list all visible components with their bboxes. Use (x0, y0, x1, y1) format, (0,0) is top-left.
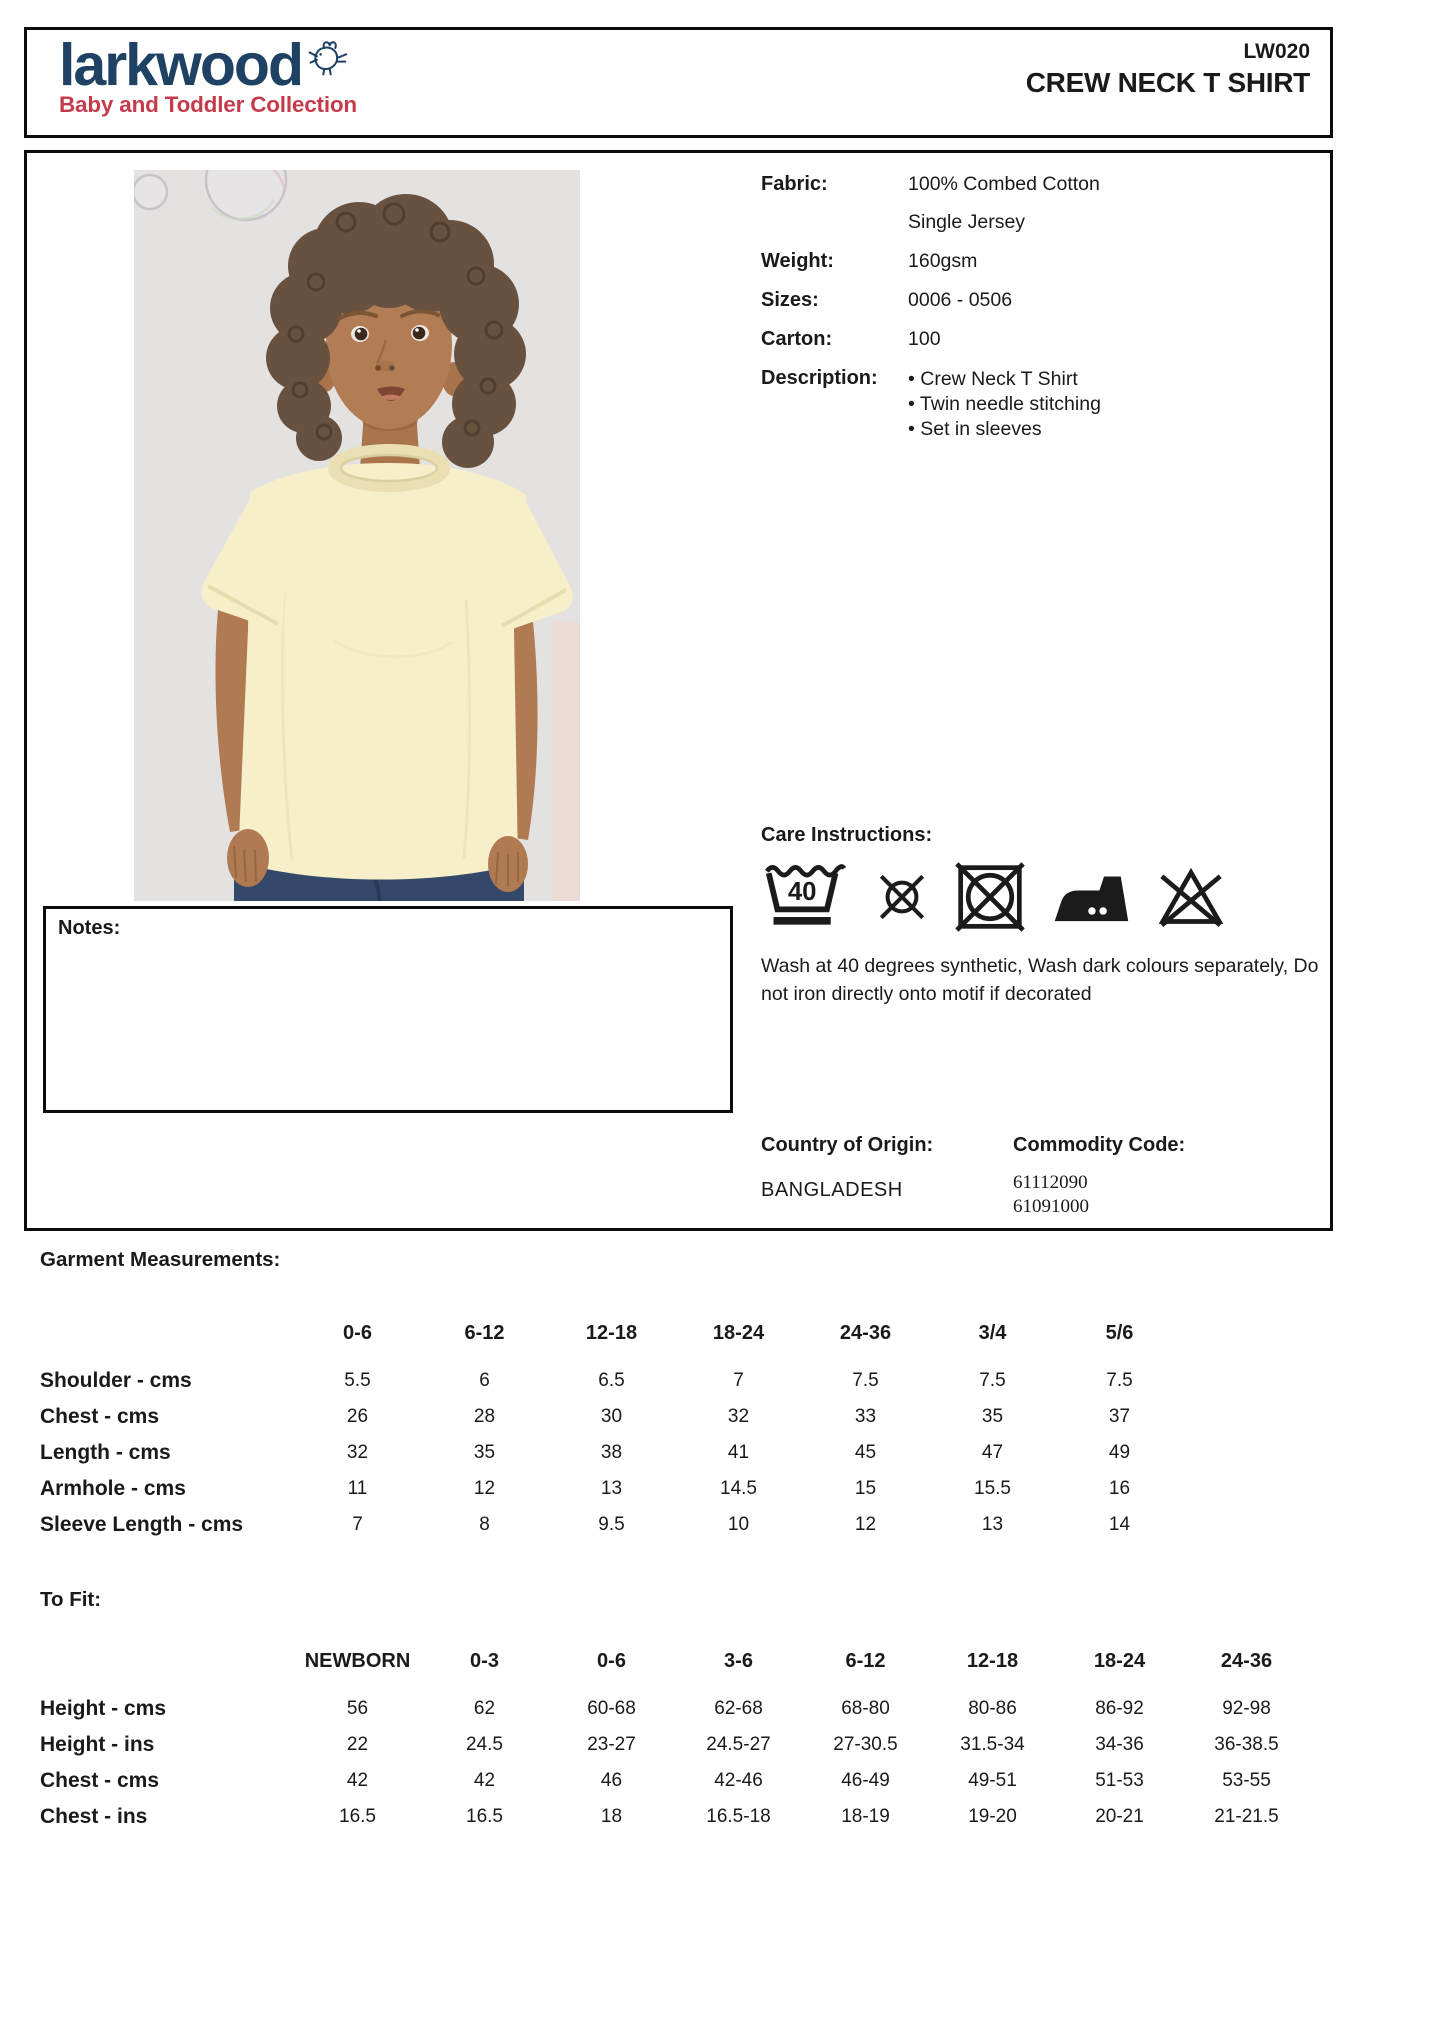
column-header: 0-6 (343, 1322, 372, 1344)
country-of-origin-label: Country of Origin: (761, 1134, 934, 1156)
row-label: Chest - ins (40, 1805, 148, 1828)
table-header-row (40, 1318, 1183, 1348)
cell-value: 5.5 (344, 1370, 371, 1391)
brand-logo (59, 34, 357, 118)
bird-icon (306, 38, 348, 83)
cell-value: 11 (347, 1478, 368, 1499)
cell-value: 15 (854, 1478, 877, 1499)
to-fit-heading: To Fit: (40, 1588, 102, 1611)
cell-value: 7 (352, 1514, 363, 1535)
cell-value: 45 (854, 1442, 877, 1463)
column-header: 3/4 (978, 1322, 1007, 1344)
care-instructions-text: Wash at 40 degrees synthetic, Wash dark colours separately, Do not iron directly onto motif if decorated (761, 955, 1319, 1005)
row-label: Shoulder - cms (40, 1369, 192, 1392)
table-header-row (40, 1646, 1310, 1676)
cell-value: 34-36 (1095, 1734, 1144, 1755)
column-header: 6-12 (845, 1650, 886, 1672)
cell-value: 38 (600, 1442, 623, 1463)
product-photo-illustration (134, 170, 580, 901)
column-header: 18-24 (712, 1322, 765, 1344)
cell-value: 7.5 (979, 1370, 1006, 1391)
cell-value: 13 (600, 1478, 623, 1499)
fabric-value: 100% Combed Cotton (908, 173, 1100, 195)
cell-value: 14 (1108, 1514, 1131, 1535)
cell-value: 21-21.5 (1214, 1806, 1279, 1827)
description-item: • Crew Neck T Shirt (908, 367, 1101, 392)
cell-value: 37 (1108, 1406, 1131, 1427)
cell-value: 68-80 (841, 1698, 890, 1719)
logo-tagline: Baby and Toddler Collection (59, 92, 357, 117)
cell-value: 49 (1108, 1442, 1131, 1463)
weight-value: 160gsm (908, 250, 978, 272)
table-row (40, 1691, 1310, 1727)
cell-value: 80-86 (968, 1698, 1017, 1719)
row-label: Chest - cms (40, 1769, 160, 1792)
description-item: • Set in sleeves (908, 417, 1101, 442)
table-row (40, 1363, 1183, 1399)
cell-value: 10 (727, 1514, 750, 1535)
column-header: 12-18 (966, 1650, 1019, 1672)
do-not-dry-clean-icon (875, 870, 929, 929)
row-label: Chest - cms (40, 1405, 160, 1428)
care-instructions-heading: Care Instructions: (761, 824, 933, 846)
cell-value: 8 (479, 1514, 490, 1535)
cell-value: 18 (600, 1806, 623, 1827)
cell-value: 33 (854, 1406, 877, 1427)
row-label: Height - ins (40, 1733, 155, 1756)
logo-wordmark: larkwood (59, 32, 302, 98)
do-not-tumble-dry-icon (955, 862, 1025, 937)
cell-value: 49-51 (968, 1770, 1017, 1791)
column-header: 18-24 (1093, 1650, 1146, 1672)
corner-cell (40, 1318, 294, 1348)
column-header: 24-36 (839, 1322, 892, 1344)
table-row (40, 1799, 1310, 1835)
commodity-code: 61112090 (1013, 1172, 1088, 1193)
column-header: 0-6 (597, 1650, 626, 1672)
cell-value: 13 (981, 1514, 1004, 1535)
column-header: 24-36 (1220, 1650, 1273, 1672)
garment-measurements-heading: Garment Measurements: (40, 1248, 281, 1271)
cell-value: 6.5 (598, 1370, 625, 1391)
corner-cell (40, 1646, 294, 1676)
cell-value: 16.5 (339, 1806, 376, 1827)
table-row (40, 1763, 1310, 1799)
carton-label: Carton: (761, 328, 833, 350)
do-not-bleach-icon (1157, 865, 1225, 934)
cell-value: 20-21 (1095, 1806, 1144, 1827)
wash-40-synthetic-icon (761, 856, 849, 943)
cell-value: 35 (981, 1406, 1004, 1427)
product-photo (134, 170, 580, 901)
cell-value: 86-92 (1095, 1698, 1144, 1719)
cell-value: 35 (473, 1442, 496, 1463)
column-header: 12-18 (585, 1322, 638, 1344)
cell-value: 16.5-18 (706, 1806, 771, 1827)
cell-value: 42 (473, 1770, 496, 1791)
cell-value: 92-98 (1222, 1698, 1271, 1719)
iron-medium-icon (1051, 867, 1131, 932)
table-row (40, 1399, 1183, 1435)
fabric-value-2: Single Jersey (908, 211, 1026, 233)
sizes-label: Sizes: (761, 289, 819, 311)
description-list (908, 367, 1101, 442)
commodity-code: 61091000 (1013, 1196, 1089, 1217)
cell-value: 9.5 (598, 1514, 625, 1535)
cell-value: 7.5 (1106, 1370, 1133, 1391)
cell-value: 12 (854, 1514, 877, 1535)
cell-value: 32 (346, 1442, 369, 1463)
cell-value: 53-55 (1222, 1770, 1271, 1791)
sizes-value: 0006 - 0506 (908, 289, 1013, 311)
wash-temperature: 40 (787, 877, 817, 906)
notes-label: Notes: (58, 917, 121, 939)
cell-value: 46 (600, 1770, 623, 1791)
cell-value: 32 (727, 1406, 750, 1427)
main-content-box (24, 150, 1333, 1231)
cell-value: 62 (473, 1698, 496, 1719)
cell-value: 7.5 (852, 1370, 879, 1391)
cell-value: 28 (473, 1406, 496, 1427)
column-header: 5/6 (1105, 1322, 1134, 1344)
weight-label: Weight: (761, 250, 834, 272)
cell-value: 18-19 (841, 1806, 890, 1827)
row-label: Armhole - cms (40, 1477, 186, 1500)
commodity-code-label: Commodity Code: (1013, 1134, 1186, 1156)
cell-value: 14.5 (720, 1478, 757, 1499)
table-row (40, 1507, 1183, 1543)
cell-value: 7 (733, 1370, 744, 1391)
cell-value: 56 (346, 1698, 369, 1719)
cell-value: 36-38.5 (1214, 1734, 1279, 1755)
cell-value: 16 (1108, 1478, 1131, 1499)
cell-value: 26 (346, 1406, 369, 1427)
cell-value: 30 (600, 1406, 623, 1427)
cell-value: 42-46 (714, 1770, 763, 1791)
commodity-code-values (1013, 1171, 1089, 1219)
notes-box (43, 906, 733, 1113)
cell-value: 31.5-34 (960, 1734, 1025, 1755)
header-box (24, 27, 1333, 138)
product-identity (1026, 38, 1310, 100)
column-header: 3-6 (724, 1650, 753, 1672)
product-code: LW020 (1243, 40, 1310, 63)
cell-value: 23-27 (587, 1734, 636, 1755)
row-label: Sleeve Length - cms (40, 1513, 244, 1536)
cell-value: 47 (981, 1442, 1004, 1463)
description-item: • Twin needle stitching (908, 392, 1101, 417)
row-label: Length - cms (40, 1441, 171, 1464)
description-label: Description: (761, 367, 878, 389)
cell-value: 16.5 (466, 1806, 503, 1827)
care-symbols (761, 853, 1351, 945)
column-header: 6-12 (464, 1322, 505, 1344)
carton-value: 100 (908, 328, 941, 350)
cell-value: 24.5-27 (706, 1734, 771, 1755)
cell-value: 19-20 (968, 1806, 1017, 1827)
column-header: NEWBORN (304, 1650, 411, 1672)
cell-value: 62-68 (714, 1698, 763, 1719)
cell-value: 24.5 (466, 1734, 503, 1755)
cell-value: 6 (479, 1370, 490, 1391)
garment-measurements-table (40, 1318, 1183, 1543)
fabric-label: Fabric: (761, 173, 828, 195)
table-row (40, 1727, 1310, 1763)
cell-value: 42 (346, 1770, 369, 1791)
cell-value: 22 (346, 1734, 369, 1755)
cell-value: 51-53 (1095, 1770, 1144, 1791)
row-label: Height - cms (40, 1697, 167, 1720)
cell-value: 12 (473, 1478, 496, 1499)
product-title: CREW NECK T SHIRT (1025, 67, 1310, 98)
to-fit-table (40, 1646, 1310, 1835)
column-header: 0-3 (470, 1650, 499, 1672)
cell-value: 41 (727, 1442, 750, 1463)
cell-value: 27-30.5 (833, 1734, 898, 1755)
cell-value: 46-49 (841, 1770, 890, 1791)
table-row (40, 1435, 1183, 1471)
cell-value: 60-68 (587, 1698, 636, 1719)
table-row (40, 1471, 1183, 1507)
cell-value: 15.5 (974, 1478, 1011, 1499)
country-of-origin-value: BANGLADESH (761, 1179, 903, 1201)
